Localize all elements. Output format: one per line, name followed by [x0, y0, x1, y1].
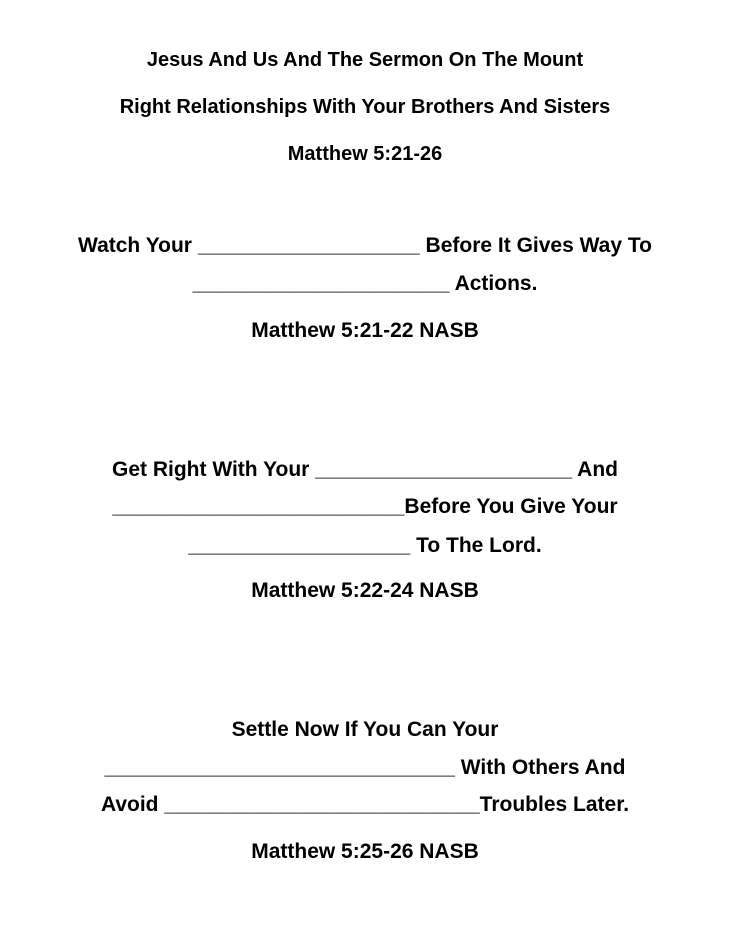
page-title: Jesus And Us And The Sermon On The Mount [146, 49, 584, 71]
point-2-line-1: Get Right With Your ______________________ And [112, 458, 618, 481]
point-2-reference: Matthew 5:22-24 NASB [251, 579, 479, 602]
point-3-line-3: Avoid ___________________________Troubles Later. [100, 793, 630, 816]
point-1-reference: Matthew 5:21-22 NASB [251, 319, 479, 342]
point-2-line-2: _________________________Before You Give Your [112, 495, 618, 518]
passage-reference: Matthew 5:21-26 [287, 143, 443, 165]
point-1-line-1: Watch Your ___________________ Before It Gives Way To [78, 234, 652, 257]
point-3-reference: Matthew 5:25-26 NASB [251, 840, 479, 863]
point-3-line-1: Settle Now If You Can Your [231, 718, 499, 741]
page-subtitle: Right Relationships With Your Brothers And Sisters [119, 96, 611, 118]
point-2-line-3: ___________________ To The Lord. [188, 534, 542, 557]
point-1-line-2: ______________________ Actions. [192, 272, 538, 295]
point-3-line-2: ______________________________ With Others And [104, 756, 626, 779]
